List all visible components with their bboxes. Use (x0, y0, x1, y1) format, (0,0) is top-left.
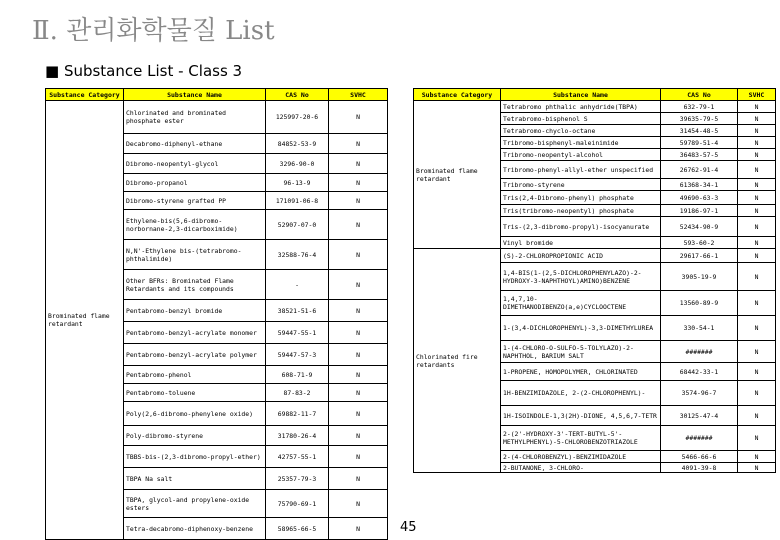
category-cell: Chlorinated fire retardants (414, 249, 501, 473)
svhc-cell: N (329, 518, 388, 540)
cas-number-cell: 84852-53-9 (266, 134, 329, 154)
header-cas: CAS No (266, 89, 329, 101)
substance-name-cell: Pentabromo-phenol (124, 366, 266, 384)
svhc-cell: N (329, 490, 388, 518)
substance-table-left (45, 88, 388, 540)
cas-number-cell: 32588-76-4 (266, 240, 329, 270)
page-title: Ⅱ. 관리화학물질 List (32, 16, 275, 46)
header-name: Substance Name (501, 89, 661, 101)
svhc-cell: N (738, 381, 776, 406)
svhc-cell: N (329, 101, 388, 134)
substance-name-cell: Tris(2,4-Dibromo-phenyl) phosphate (501, 191, 661, 205)
svhc-cell: N (738, 137, 776, 149)
cas-number-cell: 52907-07-0 (266, 210, 329, 240)
cas-number-cell: 42757-55-1 (266, 446, 329, 468)
substance-name-cell: 1-PROPENE, HOMOPOLYMER, CHLORINATED (501, 363, 661, 381)
svhc-cell: N (738, 237, 776, 249)
svhc-cell: N (329, 154, 388, 174)
cas-number-cell: 30125-47-4 (661, 406, 738, 426)
substance-name-cell: TBBS-bis-(2,3-dibromo-propyl-ether) (124, 446, 266, 468)
svhc-cell: N (738, 125, 776, 137)
substance-name-cell: Pentabromo-benzyl bromide (124, 300, 266, 322)
substance-name-cell: Pentabromo-benzyl-acrylate monomer (124, 322, 266, 344)
header-svhc: SVHC (329, 89, 388, 101)
substance-name-cell: Dibromo-neopentyl-glycol (124, 154, 266, 174)
substance-name-cell: Poly-dibromo-styrene (124, 426, 266, 446)
svhc-cell: N (329, 174, 388, 192)
substance-name-cell: Chlorinated and brominated phosphate ester (124, 101, 266, 134)
svhc-cell: N (738, 101, 776, 113)
substance-name-cell: Tetrabromo-chyclo-octane (501, 125, 661, 137)
header-name: Substance Name (124, 89, 266, 101)
svhc-cell: N (738, 316, 776, 341)
page-number: 45 (400, 520, 417, 535)
svhc-cell: N (738, 363, 776, 381)
substance-name-cell: Vinyl bromide (501, 237, 661, 249)
cas-number-cell: 59789-51-4 (661, 137, 738, 149)
svhc-cell: N (329, 426, 388, 446)
header-category: Substance Category (46, 89, 124, 101)
cas-number-cell: 61368-34-1 (661, 179, 738, 191)
svhc-cell: N (329, 300, 388, 322)
substance-name-cell: 1,4-BIS(1-(2,5-DICHLOROPHENYLAZO)-2-HYDROXY-3-NAPHTHOYL)AMINO)BENZENE (501, 263, 661, 291)
svhc-cell: N (329, 210, 388, 240)
svhc-cell: N (738, 451, 776, 463)
cas-number-cell: 75790-69-1 (266, 490, 329, 518)
substance-name-cell: Poly(2,6-dibromo-phenylene oxide) (124, 402, 266, 426)
table-row (414, 249, 776, 263)
table-row (414, 101, 776, 113)
substance-name-cell: Other BFRs: Brominated Flame Retardants and its compounds (124, 270, 266, 300)
cas-number-cell: 49690-63-3 (661, 191, 738, 205)
svhc-cell: N (329, 446, 388, 468)
cas-number-cell: 31454-48-5 (661, 125, 738, 137)
cas-number-cell: 59447-57-3 (266, 344, 329, 366)
cas-number-cell: 13560-89-9 (661, 291, 738, 316)
category-cell: Brominated flame retardant (46, 101, 124, 540)
svhc-cell: N (329, 402, 388, 426)
cas-number-cell: 29617-66-1 (661, 249, 738, 263)
svhc-cell: N (738, 149, 776, 161)
substance-name-cell: 1,4,7,10-DIMETHANODIBENZO(a,e)CYCLOOCTENE (501, 291, 661, 316)
cas-number-cell: 4091-39-8 (661, 463, 738, 473)
substance-name-cell: N,N'-Ethylene bis-(tetrabromo-phthalimide) (124, 240, 266, 270)
substance-name-cell: Ethylene-bis(5,6-dibromo-norbornane-2,3-dicarboximide) (124, 210, 266, 240)
svhc-cell: N (738, 179, 776, 191)
substance-name-cell: 2-(2'-HYDROXY-3'-TERT-BUTYL-5'-METHYLPHENYL)-5-CHLOROBENZOTRIAZOLE (501, 426, 661, 451)
substance-name-cell: Tris(tribromo-neopentyl) phosphate (501, 205, 661, 217)
cas-number-cell: 39635-79-5 (661, 113, 738, 125)
svhc-cell: N (738, 341, 776, 363)
substance-name-cell: 2-BUTANONE, 3-CHLORO- (501, 463, 661, 473)
substance-name-cell: Pentabromo-benzyl-acrylate polymer (124, 344, 266, 366)
substance-name-cell: Dibromo-propanol (124, 174, 266, 192)
cas-number-cell: 593-60-2 (661, 237, 738, 249)
substance-name-cell: (S)-2-CHLOROPROPIONIC ACID (501, 249, 661, 263)
cas-number-cell: ####### (661, 426, 738, 451)
cas-number-cell: 52434-90-9 (661, 217, 738, 237)
substance-name-cell: 1-(3,4-DICHLOROPHENYL)-3,3-DIMETHYLUREA (501, 316, 661, 341)
svhc-cell: N (738, 205, 776, 217)
category-cell: Brominated flame retardant (414, 101, 501, 249)
svhc-cell: N (329, 322, 388, 344)
cas-number-cell: 5466-66-6 (661, 451, 738, 463)
svhc-cell: N (738, 463, 776, 473)
substance-name-cell: TBPA, glycol-and propylene-oxide esters (124, 490, 266, 518)
svhc-cell: N (738, 263, 776, 291)
cas-number-cell: 58965-66-5 (266, 518, 329, 540)
substance-name-cell: Tetrabromo-bisphenol S (501, 113, 661, 125)
cas-number-cell: 25357-79-3 (266, 468, 329, 490)
substance-name-cell: Tris-(2,3-dibromo-propyl)-isocyanurate (501, 217, 661, 237)
substance-name-cell: Pentabromo-toluene (124, 384, 266, 402)
header-category: Substance Category (414, 89, 501, 101)
cas-number-cell: 31780-26-4 (266, 426, 329, 446)
cas-number-cell: 68442-33-1 (661, 363, 738, 381)
substance-name-cell: Tetra-decabromo-diphenoxy-benzene (124, 518, 266, 540)
cas-number-cell: 330-54-1 (661, 316, 738, 341)
svhc-cell: N (329, 240, 388, 270)
cas-number-cell: 69882-11-7 (266, 402, 329, 426)
cas-number-cell: 3905-19-9 (661, 263, 738, 291)
cas-number-cell: 38521-51-6 (266, 300, 329, 322)
header-row (46, 89, 388, 101)
header-row (414, 89, 776, 101)
substance-name-cell: Tetrabromo phthalic anhydride(TBPA) (501, 101, 661, 113)
substance-name-cell: Dibromo-styrene grafted PP (124, 192, 266, 210)
cas-number-cell: 26762-91-4 (661, 161, 738, 179)
cas-number-cell: 632-79-1 (661, 101, 738, 113)
cas-number-cell: ####### (661, 341, 738, 363)
cas-number-cell: 36483-57-5 (661, 149, 738, 161)
substance-name-cell: Tribromo-phenyl-allyl-ether unspecified (501, 161, 661, 179)
cas-number-cell: 59447-55-1 (266, 322, 329, 344)
cas-number-cell: 96-13-9 (266, 174, 329, 192)
table-row (46, 101, 388, 134)
svhc-cell: N (329, 134, 388, 154)
section-subtitle: ■ Substance List - Class 3 (45, 62, 243, 80)
svhc-cell: N (738, 249, 776, 263)
svhc-cell: N (738, 161, 776, 179)
substance-name-cell: 1H-ISOINDOLE-1,3(2H)-DIONE, 4,5,6,7-TETR (501, 406, 661, 426)
substance-name-cell: Tribromo-styrene (501, 179, 661, 191)
svhc-cell: N (329, 192, 388, 210)
substance-table-right (413, 88, 776, 473)
substance-name-cell: Tribromo-bisphenyl-maleinimide (501, 137, 661, 149)
svhc-cell: N (738, 191, 776, 205)
svhc-cell: N (738, 426, 776, 451)
substance-name-cell: 1-(4-CHLORO-O-SULFO-5-TOLYLAZO)-2-NAPHTHOL, BARIUM SALT (501, 341, 661, 363)
cas-number-cell: 19186-97-1 (661, 205, 738, 217)
substance-name-cell: Decabromo-diphenyl-ethane (124, 134, 266, 154)
cas-number-cell: 3296-90-0 (266, 154, 329, 174)
svhc-cell: N (738, 406, 776, 426)
substance-name-cell: TBPA Na salt (124, 468, 266, 490)
header-cas: CAS No (661, 89, 738, 101)
substance-name-cell: 1H-BENZIMIDAZOLE, 2-(2-CHLOROPHENYL)- (501, 381, 661, 406)
svhc-cell: N (329, 270, 388, 300)
cas-number-cell: 171091-06-8 (266, 192, 329, 210)
cas-number-cell: 125997-20-6 (266, 101, 329, 134)
svhc-cell: N (329, 384, 388, 402)
cas-number-cell: 3574-96-7 (661, 381, 738, 406)
substance-name-cell: 2-(4-CHLOROBENZYL)-BENZIMIDAZOLE (501, 451, 661, 463)
svhc-cell: N (738, 291, 776, 316)
cas-number-cell: - (266, 270, 329, 300)
cas-number-cell: 608-71-9 (266, 366, 329, 384)
svhc-cell: N (738, 113, 776, 125)
svhc-cell: N (329, 366, 388, 384)
svhc-cell: N (738, 217, 776, 237)
svhc-cell: N (329, 344, 388, 366)
header-svhc: SVHC (738, 89, 776, 101)
svhc-cell: N (329, 468, 388, 490)
cas-number-cell: 87-83-2 (266, 384, 329, 402)
substance-name-cell: Tribromo-neopentyl-alcohol (501, 149, 661, 161)
